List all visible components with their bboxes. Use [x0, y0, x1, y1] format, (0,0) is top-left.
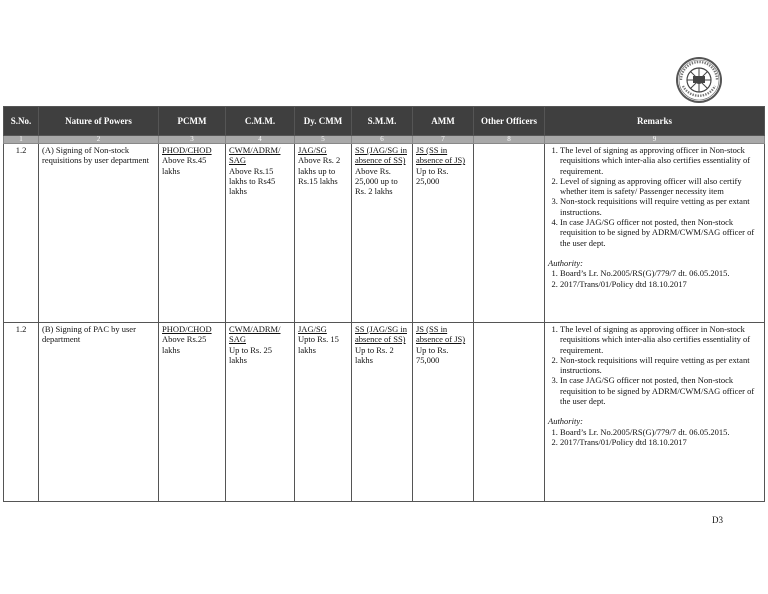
smm-cell: [352, 323, 413, 502]
officer-level: SS (JAG/SG in absence of SS): [355, 145, 407, 166]
remark-item: 1. The level of signing as approving officer in Non-stock requisitions which inter-alia also certifies essentiality of requirement.: [560, 324, 761, 355]
col-header: AMM: [413, 107, 474, 136]
power-limit: Above Rs. 25,000 up to Rs. 2 lakhs: [355, 165, 398, 197]
officer-level: SS (JAG/SG in absence of SS): [355, 324, 407, 345]
authority-label: Authority:: [548, 416, 583, 427]
col-number: 9: [545, 136, 765, 144]
cmm-cell: [226, 144, 295, 323]
col-header: S.No.: [4, 107, 39, 136]
authority-item: 2. 2017/Trans/01/Policy dtd 18.10.2017: [560, 437, 761, 447]
power-limit: Upto Rs. 15 lakhs: [298, 334, 339, 355]
other-officers-cell: [474, 323, 545, 502]
remark-item: 3. In case JAG/SG officer not posted, then Non-stock requisition to be signed by ADRM/CWM/SAG officer of the user dept.: [560, 375, 761, 406]
officer-level: JS (SS in absence of JS): [416, 145, 466, 166]
other-officers-cell: [474, 144, 545, 323]
remark-item: 2. Level of signing as approving officer will also certify whether item is safety/ Passenger necessity item: [560, 176, 761, 197]
nature-of-powers: (B) Signing of PAC by user department: [39, 323, 159, 502]
power-limit: Above Rs. 2 lakhs up to Rs.15 lakhs: [298, 155, 341, 186]
col-number: 3: [159, 136, 226, 144]
officer-level: JAG/SG: [298, 145, 327, 155]
cmm-cell: [226, 323, 295, 502]
power-limit: Up to Rs. 25 lakhs: [229, 344, 272, 365]
remarks-cell: [545, 144, 765, 323]
power-limit: Up to Rs. 75,000: [416, 344, 449, 365]
table-row: [4, 323, 765, 502]
col-header: Remarks: [545, 107, 765, 136]
pcmm-cell: [159, 323, 226, 502]
serial-number: 1.2: [4, 323, 39, 502]
smm-cell: [352, 144, 413, 323]
officer-level: PHOD/CHOD: [162, 145, 212, 155]
nature-of-powers: (A) Signing of Non-stock requisitions by user department: [39, 144, 159, 323]
remark-item: 4. In case JAG/SG officer not posted, then Non-stock requisition to be signed by ADRM/CWM/SAG officer of the user dept.: [560, 217, 761, 248]
table-row: [4, 144, 765, 323]
pcmm-cell: [159, 144, 226, 323]
remarks-list: [548, 324, 761, 406]
page-number: D3: [712, 515, 723, 525]
col-number: 4: [226, 136, 295, 144]
remark-item: 2. Non-stock requisitions will require vetting as per extant instructions.: [560, 355, 761, 376]
col-header: Nature of Powers: [39, 107, 159, 136]
authority-list: [548, 268, 761, 289]
header-row: [4, 107, 765, 136]
authority-label: Authority:: [548, 257, 583, 268]
power-limit: Up to Rs. 2 lakhs: [355, 344, 394, 365]
authority-item: 1. Board’s Lr. No.2005/RS(G)/779/7 dt. 06.05.2015.: [560, 268, 761, 278]
col-header: PCMM: [159, 107, 226, 136]
amm-cell: [413, 323, 474, 502]
col-number: 5: [295, 136, 352, 144]
col-header: Dy. CMM: [295, 107, 352, 136]
officer-level: PHOD/CHOD: [162, 324, 212, 334]
officer-level: CWM/ADRM/ SAG: [229, 145, 281, 166]
col-header: S.M.M.: [352, 107, 413, 136]
column-number-row: [4, 136, 765, 144]
indian-railways-logo: [675, 56, 723, 104]
powers-table: [3, 106, 765, 502]
power-limit: Up to Rs. 25,000: [416, 165, 449, 186]
col-number: 6: [352, 136, 413, 144]
power-limit: Above Rs.15 lakhs to Rs45 lakhs: [229, 165, 276, 197]
power-limit: Above Rs.25 lakhs: [162, 334, 207, 355]
col-header: Other Officers: [474, 107, 545, 136]
remarks-list: [548, 145, 761, 248]
power-limit: Above Rs.45 lakhs: [162, 155, 207, 176]
dycmm-cell: [295, 144, 352, 323]
remarks-cell: [545, 323, 765, 502]
authority-item: 2. 2017/Trans/01/Policy dtd 18.10.2017: [560, 279, 761, 289]
authority-item: 1. Board’s Lr. No.2005/RS(G)/779/7 dt. 06.05.2015.: [560, 427, 761, 437]
officer-level: JAG/SG: [298, 324, 327, 334]
col-number: 7: [413, 136, 474, 144]
remark-item: 1. The level of signing as approving officer in Non-stock requisitions which inter-alia also certifies essentiality of requirement.: [560, 145, 761, 176]
remark-item: 3. Non-stock requisitions will require vetting as per extant instructions.: [560, 196, 761, 217]
serial-number: 1.2: [4, 144, 39, 323]
dycmm-cell: [295, 323, 352, 502]
authority-list: [548, 427, 761, 448]
col-number: 2: [39, 136, 159, 144]
officer-level: CWM/ADRM/ SAG: [229, 324, 281, 345]
col-header: C.M.M.: [226, 107, 295, 136]
col-number: 8: [474, 136, 545, 144]
amm-cell: [413, 144, 474, 323]
officer-level: JS (SS in absence of JS): [416, 324, 466, 345]
col-number: 1: [4, 136, 39, 144]
